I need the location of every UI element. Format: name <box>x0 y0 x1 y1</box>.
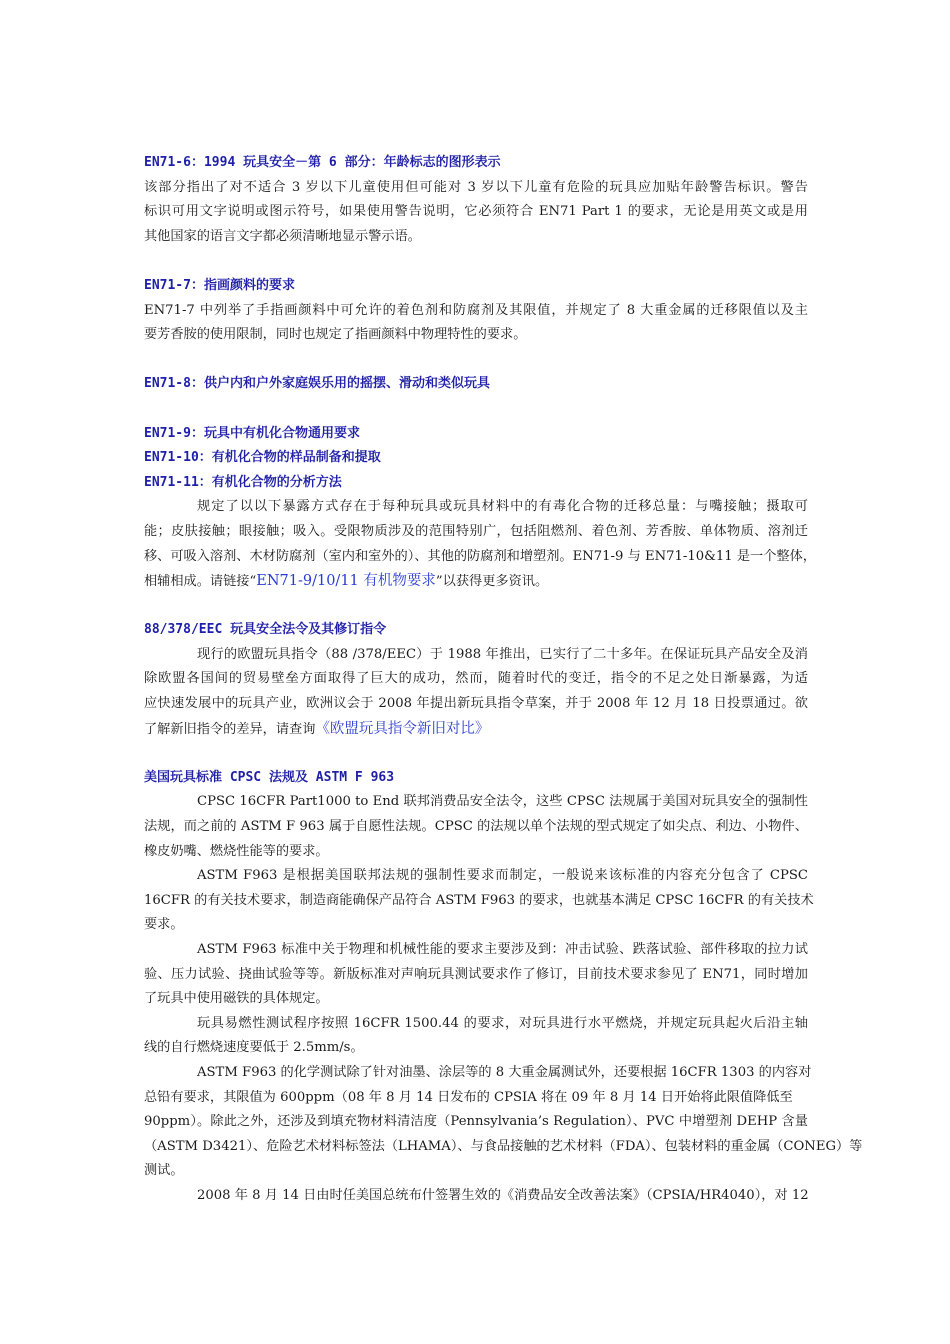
text-line: 应快速发展中的玩具产业，欧洲议会于 2008 年提出新玩具指令草案，并于 2008 年 12 月 18 日投票通过。欲 <box>144 696 808 712</box>
text-line: ASTM F963 的化学测试除了针对油墨、涂层等的 8 大重金属测试外，还要根据 16CFR 1303 的内容对 <box>197 1064 812 1080</box>
text-line <box>144 717 808 742</box>
heading-en71-11: EN71-11：有机化合物的分析方法 <box>144 474 342 490</box>
text-line: 要芳香胺的使用限制，同时也规定了指画颜料中物理特性的要求。 <box>144 327 527 343</box>
heading-eec: 88/378/EEC 玩具安全法令及其修订指令 <box>144 622 387 638</box>
spacer <box>144 594 808 619</box>
text-line: 除欧盟各国间的贸易壁垒方面取得了巨大的成功，然而，随着时代的变迁，指令的不足之处日渐暴露，为适 <box>144 671 808 687</box>
text-line: 测试。 <box>144 1163 184 1179</box>
heading-us-standards: 美国玩具标准 CPSC 法规及 ASTM F 963 <box>144 769 395 785</box>
text-line: 2008 年 8 月 14 日由时任美国总统布什签署生效的《消费品安全改善法案》（CPSIA/HR4040），对 12 <box>197 1187 809 1203</box>
text-line: 90ppm）。除此之外，还涉及到填充物材料清洁度（Pennsylvania’s Regulation）、PVC 中增塑剂 DEHP 含量 <box>144 1114 808 1130</box>
spacer <box>144 397 808 422</box>
text-line: 标识可用文字说明或图示符号，如果使用警告说明，它必须符合 EN71 Part 1 的要求，无论是用英文或是用 <box>144 204 808 220</box>
text-line: （ASTM D3421）、危险艺术材料标签法（LHAMA）、与食品接触的艺术材料（FDA）、包装材料的重金属（CONEG）等 <box>144 1138 863 1154</box>
heading-en71-8: EN71-8：供户内和户外家庭娱乐用的摇摆、滑动和类似玩具 <box>144 376 490 392</box>
text-line: 16CFR 的有关技术要求，制造商能确保产品符合 ASTM F963 的要求，也就基本满足 CPSC 16CFR 的有关技术 <box>144 892 814 908</box>
heading-en71-6: EN71-6：1994 玩具安全－第 6 部分：年龄标志的图形表示 <box>144 155 501 170</box>
spacer <box>144 741 808 766</box>
text-line: 总铅有要求，其限值为 600ppm（08 年 8 月 14 日发布的 CPSIA 将在 09 年 8 月 14 日开始将此限值降低至 <box>144 1089 793 1105</box>
text-fragment: 相辅相成。请链接“ <box>144 574 257 590</box>
heading-en71-9: EN71-9：玩具中有机化合物通用要求 <box>144 425 360 441</box>
text-line: 玩具易燃性测试程序按照 16CFR 1500.44 的要求，对玩具进行水平燃烧，并规定玩具起火后沿主轴 <box>197 1015 808 1031</box>
document-body <box>144 151 863 1209</box>
text-line: ASTM F963 标准中关于物理和机械性能的要求主要涉及到：冲击试验、跌落试验、部件移取的拉力试 <box>197 942 808 957</box>
spacer <box>144 249 808 274</box>
text-fragment: 了解新旧指令的差异，请查询 <box>144 721 316 737</box>
text-line <box>144 569 808 594</box>
eu-toy-directive-link[interactable]: 《欧盟玩具指令新旧对比》 <box>315 720 490 737</box>
text-line: 现行的欧盟玩具指令（88 /378/EEC）于 1988 年推出，已实行了二十多年。在保证玩具产品安全及消 <box>197 646 808 662</box>
heading-en71-7: EN71-7：指画颜料的要求 <box>144 277 295 293</box>
text-line: 其他国家的语言文字都必须清晰地显示警示语。 <box>144 228 421 244</box>
text-line: 该部分指出了对不适合 3 岁以下儿童使用但可能对 3 岁以下儿童有危险的玩具应加贴年龄警告标识。警告 <box>144 179 808 195</box>
text-line: 能；皮肤接触；眼接触；吸入。受限物质涉及的范围特别广，包括阻燃剂、着色剂、芳香胺、单体物质、溶剂迁 <box>144 523 808 539</box>
text-line: 橡皮奶嘴、燃烧性能等的要求。 <box>144 843 329 859</box>
en71-organic-link[interactable]: EN71-9/10/11 有机物要求 <box>256 573 436 590</box>
heading-en71-10: EN71-10：有机化合物的样品制备和提取 <box>144 450 381 466</box>
text-line: 要求。 <box>144 917 184 933</box>
spacer <box>144 348 808 373</box>
text-line: 了玩具中使用磁铁的具体规定。 <box>144 991 329 1007</box>
text-line: 验、压力试验、挠曲试验等等。新版标准对声响玩具测试要求作了修订，目前技术要求参见了 EN71，同时增加 <box>144 966 808 982</box>
text-line: 规定了以以下暴露方式存在于每种玩具或玩具材料中的有毒化合物的迁移总量：与嘴接触；摄取可 <box>197 499 808 515</box>
text-line: ASTM F963 是根据美国联邦法规的强制性要求而制定，一般说来该标准的内容充分包含了 CPSC <box>197 868 808 884</box>
text-line: 移、可吸入溶剂、木材防腐剂（室内和室外的）、其他的防腐剂和增塑剂。EN71-9 与 EN71-10&11 是一个整体， <box>144 548 816 564</box>
text-line: 法规，而之前的 ASTM F 963 属于自愿性法规。CPSC 的法规以单个法规的型式规定了如尖点、利边、小物件、 <box>144 819 808 835</box>
text-line: EN71-7 中列举了手指画颜料中可允许的着色剂和防腐剂及其限值，并规定了 8 大重金属的迁移限值以及主 <box>144 302 808 318</box>
text-fragment: ”以获得更多资讯。 <box>435 574 549 590</box>
text-line: CPSC 16CFR Part1000 to End 联邦消费品安全法令，这些 CPSC 法规属于美国对玩具安全的强制性 <box>197 794 808 810</box>
text-line: 线的自行燃烧速度要低于 2.5mm/s。 <box>144 1040 364 1056</box>
